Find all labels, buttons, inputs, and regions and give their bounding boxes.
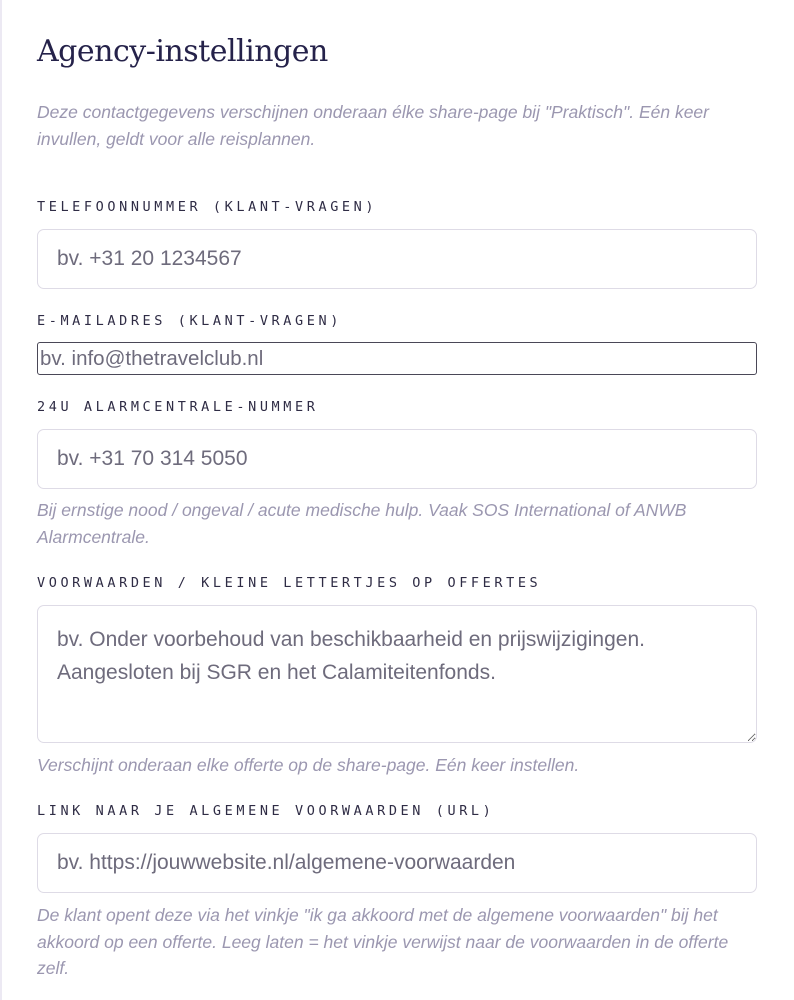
alarm-number-help: Bij ernstige nood / ongeval / acute medische hulp. Vaak SOS International of ANWB Alarmcentrale. bbox=[37, 500, 687, 547]
email-label: E-MAILADRES (KLANT-VRAGEN) bbox=[37, 313, 342, 329]
alarm-number-input[interactable] bbox=[37, 429, 757, 489]
email-input[interactable] bbox=[37, 342, 757, 375]
phone-label: TELEFOONNUMMER (KLANT-VRAGEN) bbox=[37, 199, 378, 215]
terms-url-input[interactable] bbox=[37, 833, 757, 893]
terms-textarea[interactable] bbox=[37, 605, 757, 743]
terms-url-label: LINK NAAR JE ALGEMENE VOORWAARDEN (URL) bbox=[37, 803, 495, 819]
terms-label: VOORWAARDEN / KLEINE LETTERTJES OP OFFERTES bbox=[37, 575, 542, 591]
alarm-number-label: 24U ALARMCENTRALE-NUMMER bbox=[37, 399, 319, 415]
intro-text: Deze contactgegevens verschijnen onderaan élke share-page bij "Praktisch". Eén keer invullen, geldt voor alle reisplannen. bbox=[37, 102, 709, 149]
terms-help: Verschijnt onderaan elke offerte op de share-page. Eén keer instellen. bbox=[37, 755, 580, 775]
terms-url-help: De klant opent deze via het vinkje "ik ga akkoord met de algemene voorwaarden" bij het akkoord op een offerte. Leeg laten = het vinkje verwijst naar de voorwaarden in de offerte zelf. bbox=[37, 905, 729, 978]
phone-input[interactable] bbox=[37, 229, 757, 289]
panel-divider bbox=[0, 0, 2, 1000]
page-title: Agency-instellingen bbox=[37, 34, 328, 69]
